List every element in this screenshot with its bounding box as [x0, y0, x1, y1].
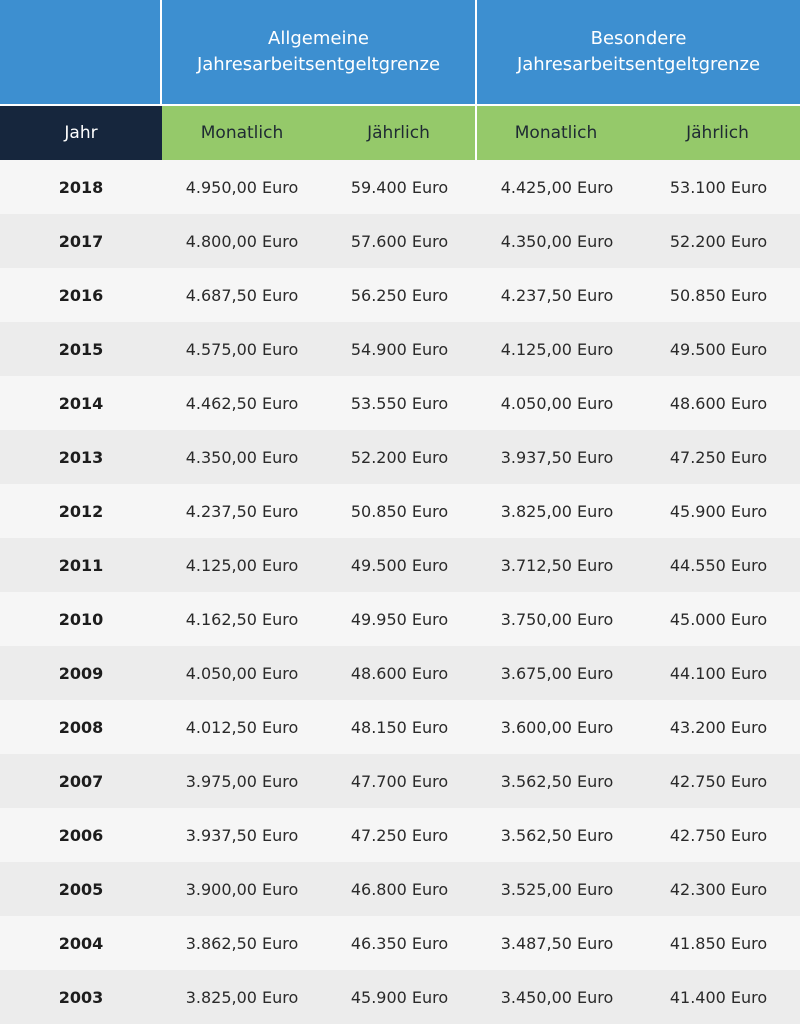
general-yearly-cell: 45.900 Euro	[350, 987, 449, 1007]
header-empty-cell	[0, 0, 162, 104]
general-monthly-cell: 4.687,50 Euro	[185, 285, 299, 305]
general-monthly-cell: 3.825,00 Euro	[185, 987, 299, 1007]
general-yearly-cell: 47.700 Euro	[350, 771, 449, 791]
special-monthly-cell: 3.562,50 Euro	[500, 825, 614, 845]
general-yearly-cell: 56.250 Euro	[350, 285, 449, 305]
year-cell: 2015	[58, 339, 104, 359]
general-monthly-cell: 4.162,50 Euro	[185, 609, 299, 629]
special-monthly-cell: 3.712,50 Euro	[500, 555, 614, 575]
general-monthly-cell: 4.800,00 Euro	[185, 231, 299, 251]
year-cell: 2010	[58, 609, 104, 629]
year-cell: 2011	[58, 555, 104, 575]
special-yearly-cell: 45.900 Euro	[669, 501, 768, 521]
year-cell: 2007	[58, 771, 104, 791]
general-monthly-cell: 4.012,50 Euro	[185, 717, 299, 737]
special-monthly-cell: 3.525,00 Euro	[500, 879, 614, 899]
general-monthly-cell: 4.462,50 Euro	[185, 393, 299, 413]
table-row	[0, 268, 800, 322]
table-row	[0, 916, 800, 970]
table-row	[0, 538, 800, 592]
special-monthly-cell: 3.450,00 Euro	[500, 987, 614, 1007]
general-monthly-cell: 4.237,50 Euro	[185, 501, 299, 521]
table-row	[0, 646, 800, 700]
group-header-row	[0, 0, 800, 104]
general-yearly-cell: 48.150 Euro	[350, 717, 449, 737]
general-yearly-cell: 52.200 Euro	[350, 447, 449, 467]
general-yearly-cell: 49.950 Euro	[350, 609, 449, 629]
general-yearly-cell: 50.850 Euro	[350, 501, 449, 521]
general-monthly-cell: 3.937,50 Euro	[185, 825, 299, 845]
table-row	[0, 700, 800, 754]
special-monthly-cell: 4.425,00 Euro	[500, 177, 614, 197]
year-cell: 2014	[58, 393, 104, 413]
general-yearly-cell: 57.600 Euro	[350, 231, 449, 251]
group-header-general-label: Allgemeine Jahresarbeitsentgeltgrenze	[196, 28, 441, 75]
general-yearly-cell: 54.900 Euro	[350, 339, 449, 359]
special-monthly-cell: 3.825,00 Euro	[500, 501, 614, 521]
special-yearly-cell: 42.750 Euro	[669, 771, 768, 791]
special-yearly-cell: 47.250 Euro	[669, 447, 768, 467]
year-cell: 2018	[58, 177, 104, 197]
general-monthly-cell: 3.975,00 Euro	[185, 771, 299, 791]
year-cell: 2013	[58, 447, 104, 467]
special-monthly-cell: 4.350,00 Euro	[500, 231, 614, 251]
special-monthly-cell: 3.600,00 Euro	[500, 717, 614, 737]
special-monthly-cell: 4.237,50 Euro	[500, 285, 614, 305]
year-cell: 2005	[58, 879, 104, 899]
special-yearly-cell: 50.850 Euro	[669, 285, 768, 305]
group-header-special	[477, 0, 800, 104]
general-yearly-cell: 48.600 Euro	[350, 663, 449, 683]
year-cell: 2008	[58, 717, 104, 737]
general-monthly-cell: 4.125,00 Euro	[185, 555, 299, 575]
table-row	[0, 862, 800, 916]
special-monthly-cell: 3.675,00 Euro	[500, 663, 614, 683]
general-monthly-cell: 3.862,50 Euro	[185, 933, 299, 953]
special-yearly-cell: 52.200 Euro	[669, 231, 768, 251]
year-cell: 2012	[58, 501, 104, 521]
general-yearly-cell: 47.250 Euro	[350, 825, 449, 845]
special-yearly-cell: 44.550 Euro	[669, 555, 768, 575]
general-yearly-cell: 49.500 Euro	[350, 555, 449, 575]
special-yearly-cell: 53.100 Euro	[669, 177, 768, 197]
special-monthly-cell: 3.750,00 Euro	[500, 609, 614, 629]
column-header-general-yearly: Jährlich	[322, 106, 477, 160]
year-cell: 2003	[58, 987, 104, 1007]
general-monthly-cell: 4.575,00 Euro	[185, 339, 299, 359]
general-yearly-cell: 46.800 Euro	[350, 879, 449, 899]
special-monthly-cell: 4.125,00 Euro	[500, 339, 614, 359]
table-body	[0, 160, 800, 1024]
special-monthly-cell: 3.562,50 Euro	[500, 771, 614, 791]
group-header-general	[162, 0, 477, 104]
general-yearly-cell: 59.400 Euro	[350, 177, 449, 197]
table-row	[0, 592, 800, 646]
general-monthly-cell: 4.950,00 Euro	[185, 177, 299, 197]
general-monthly-cell: 3.900,00 Euro	[185, 879, 299, 899]
table-row	[0, 214, 800, 268]
table-row	[0, 484, 800, 538]
column-header-special-monthly: Monatlich	[477, 106, 635, 160]
table-row	[0, 376, 800, 430]
group-header-special-label: Besondere Jahresarbeitsentgeltgrenze	[516, 28, 761, 75]
special-yearly-cell: 42.300 Euro	[669, 879, 768, 899]
special-monthly-cell: 3.487,50 Euro	[500, 933, 614, 953]
special-yearly-cell: 45.000 Euro	[669, 609, 768, 629]
general-monthly-cell: 4.350,00 Euro	[185, 447, 299, 467]
table-row	[0, 970, 800, 1024]
special-yearly-cell: 43.200 Euro	[669, 717, 768, 737]
year-cell: 2016	[58, 285, 104, 305]
year-cell: 2006	[58, 825, 104, 845]
special-yearly-cell: 41.400 Euro	[669, 987, 768, 1007]
special-monthly-cell: 3.937,50 Euro	[500, 447, 614, 467]
special-yearly-cell: 41.850 Euro	[669, 933, 768, 953]
year-cell: 2009	[58, 663, 104, 683]
column-header-row	[0, 104, 800, 162]
special-yearly-cell: 42.750 Euro	[669, 825, 768, 845]
table-row	[0, 322, 800, 376]
special-yearly-cell: 48.600 Euro	[669, 393, 768, 413]
general-yearly-cell: 53.550 Euro	[350, 393, 449, 413]
general-monthly-cell: 4.050,00 Euro	[185, 663, 299, 683]
general-yearly-cell: 46.350 Euro	[350, 933, 449, 953]
special-yearly-cell: 44.100 Euro	[669, 663, 768, 683]
table-row	[0, 754, 800, 808]
table-row	[0, 160, 800, 214]
year-cell: 2017	[58, 231, 104, 251]
column-header-general-monthly: Monatlich	[162, 106, 322, 160]
column-header-year: Jahr	[0, 106, 162, 160]
table-row	[0, 430, 800, 484]
special-monthly-cell: 4.050,00 Euro	[500, 393, 614, 413]
column-header-special-yearly: Jährlich	[635, 106, 800, 160]
year-cell: 2004	[58, 933, 104, 953]
table-row	[0, 808, 800, 862]
special-yearly-cell: 49.500 Euro	[669, 339, 768, 359]
